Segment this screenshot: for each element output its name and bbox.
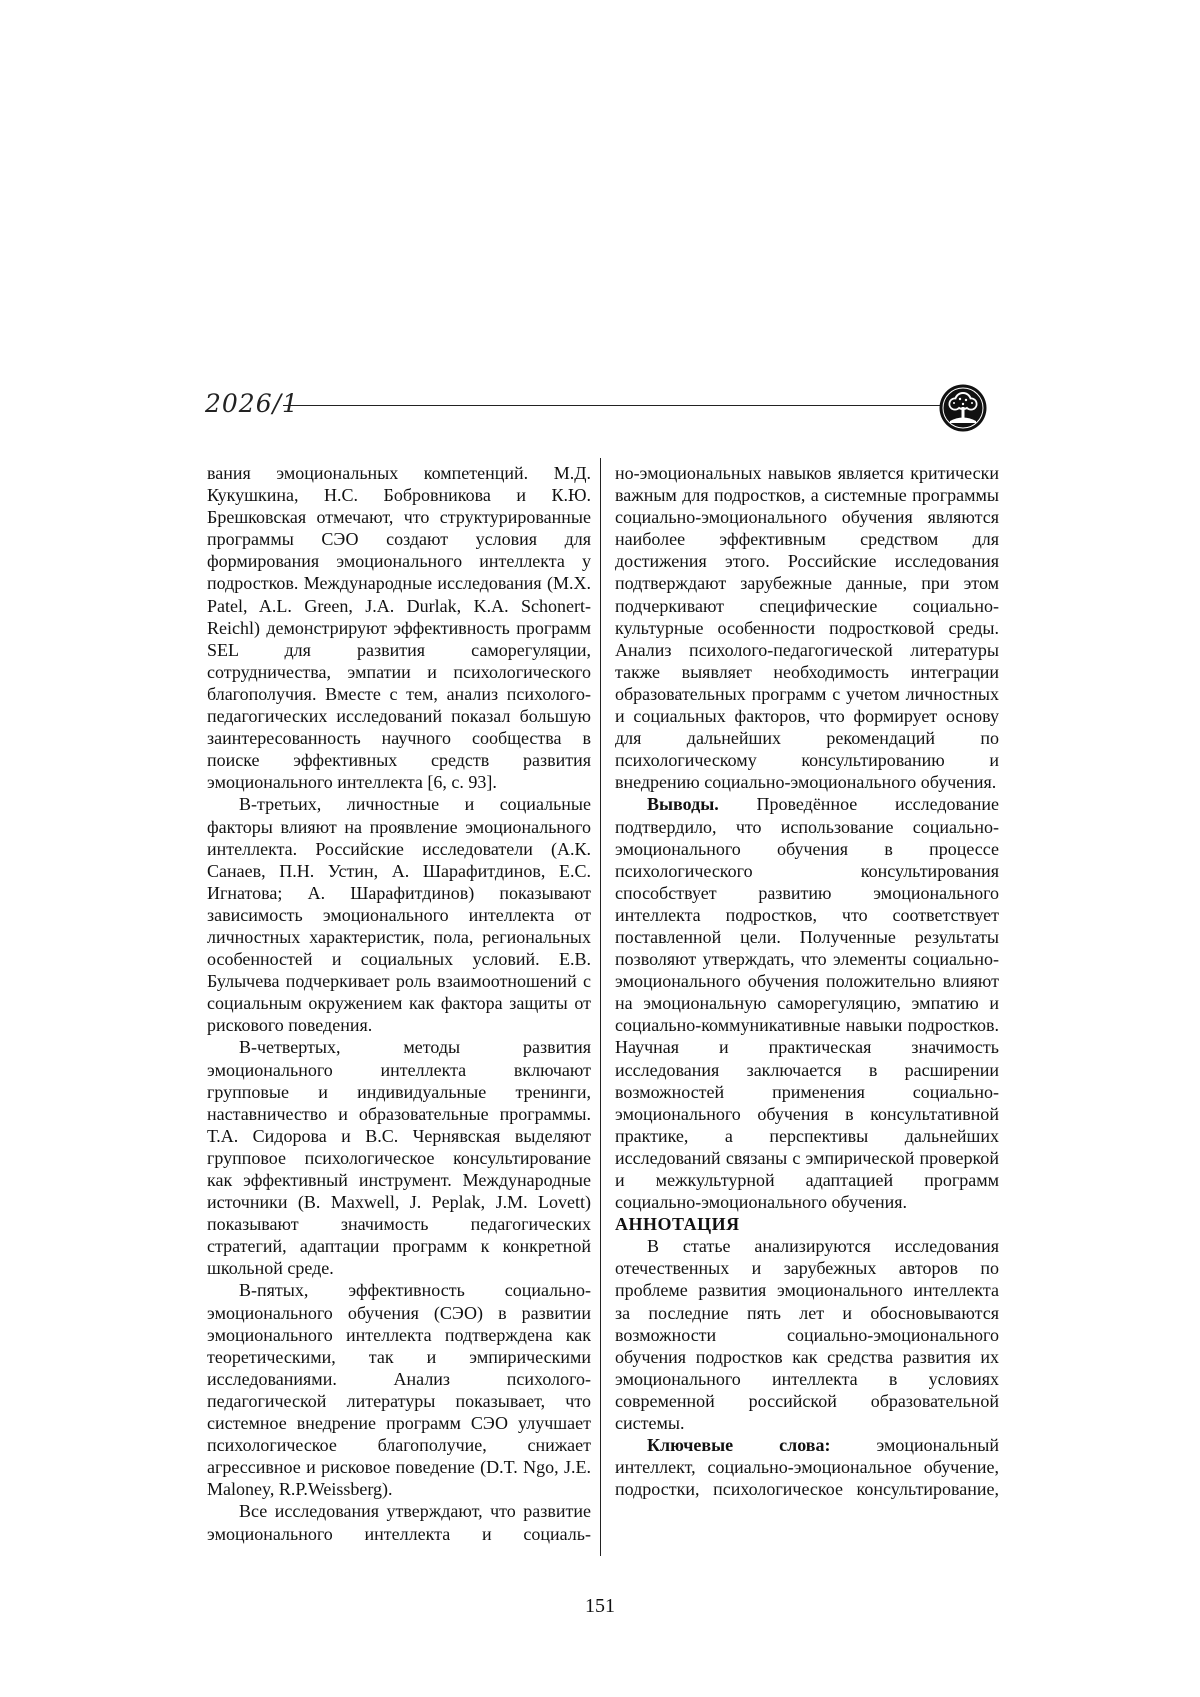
right-column — [615, 462, 999, 1500]
page-number: 151 — [585, 1595, 615, 1617]
conclusions-paragraph — [615, 793, 999, 1213]
paragraph: вания эмоциональных компетенций. М.Д. Кукушкина, Н.С. Бобровникова и К.Ю. Брешковская отмечают, что структурированные программы СЭО создают условия для формирования эмоционального интеллекта у подростков. Международные исследования (M.X. Patel, A.L. Green, J.A. Durlak, K.A. Schonert-Reichl) демонстрируют эффективность программ SEL для развития саморегуляции, сотрудничества, эмпатии и психологического благополучия. Вместе с тем, анализ психолого-педагогических исследований показал большую заинтересованность научного сообщества в поиске эффективных средств развития эмоционального интеллекта [6, с. 93]. — [207, 463, 591, 793]
paragraph: В-пятых, эффективность социально-эмоционального обучения (СЭО) в развитии эмоционального интеллекта подтверждена как теоретическими, так и эмпирическими исследованиями. Анализ психолого-педагогической литературы показывает, что системное внедрение программ СЭО улучшает психологическое благополучие, снижает агрессивное и рисковое поведение (D.T. Ngo, J.E. Maloney, R.P.Weissberg). — [207, 1280, 591, 1500]
annotation-heading: АННОТАЦИЯ — [615, 1214, 740, 1235]
column-divider — [600, 458, 601, 1556]
keywords-text: эмоциональный интеллект, социально-эмоциональное обучение, подростки, психологическое консультирование, — [615, 1435, 999, 1500]
keywords-paragraph — [615, 1434, 999, 1500]
tree-emblem-icon — [938, 383, 988, 433]
conclusions-text: Проведённое исследование подтвердило, что использование социально-эмоционального обучения в процессе психологического консультирования способствует развитию эмоционального интеллекта подростков, что соответствует поставленной цели. Полученные результаты позволяют утверждать, что элементы социально-эмоционального обучения положительно влияют на эмоциональную саморегуляцию, эмпатию и социально-коммуникативные навыки подростков. Научная и практическая значимость исследования заключается в расширении возможностей применения социально-эмоционального обучения в консультативной практике, а перспективы дальнейших исследований связаны с эмпирической проверкой и межкультурной адаптацией программ социально-эмоционального обучения. — [615, 794, 999, 1213]
paragraph: В-третьих, личностные и социальные факторы влияют на проявление эмоционального интеллекта. Российские исследователи (А.К. Санаев, П.Н. Устин, А. Шарафитдинов, Е.С. Игнатова; А. Шарафитдинов) показывают зависимость эмоционального интеллекта от личностных характеристик, пола, региональных особенностей и социальных условий. Е.В. Булычева подчеркивает роль взаимоотношений с социальным окружением как фактора защиты от рискового поведения. — [207, 794, 591, 1036]
paragraph: но-эмоциональных навыков является критически важным для подростков, а системные программы социально-эмоционального обучения являются наиболее эффективным средством для достижения этого. Российские исследования подтверждают зарубежные данные, при этом подчеркивают специфические социально-культурные особенности подростковой среды. Анализ психолого-педагогической литературы также выявляет необходимость интеграции образовательных программ с учетом личностных и социальных факторов, что формирует основу для дальнейших рекомендаций по психологическому консультированию и внедрению социально-эмоционального обучения. — [615, 463, 999, 793]
left-column — [207, 462, 591, 1545]
annotation-text: В статье анализируются исследования отечественных и зарубежных авторов по проблеме развития эмоционального интеллекта за последние пять лет и обосновываются возможности социально-эмоционального обучения подростков как средства развития их эмоционального интеллекта в условиях современной российской образовательной системы. — [615, 1236, 999, 1434]
paragraph: В-четвертых, методы развития эмоционального интеллекта включают групповые и индивидуальные тренинги, наставничество и образовательные программы. Т.А. Сидорова и В.С. Чернявская выделяют групповое психологическое консультирование как эффективный инструмент. Международные источники (B. Maxwell, J. Peplak, J.M. Lovett) показывают значимость педагогических стратегий, адаптации программ к конкретной школьной среде. — [207, 1037, 591, 1279]
journal-issue: 2026/1 — [205, 389, 299, 418]
running-header — [205, 383, 1005, 433]
conclusions-label: Выводы. — [647, 794, 719, 815]
header-rule — [283, 405, 941, 406]
paragraph: Все исследования утверждают, что развитие эмоционального интеллекта и социаль- — [207, 1501, 591, 1544]
keywords-label: Ключевые слова: — [647, 1435, 831, 1456]
